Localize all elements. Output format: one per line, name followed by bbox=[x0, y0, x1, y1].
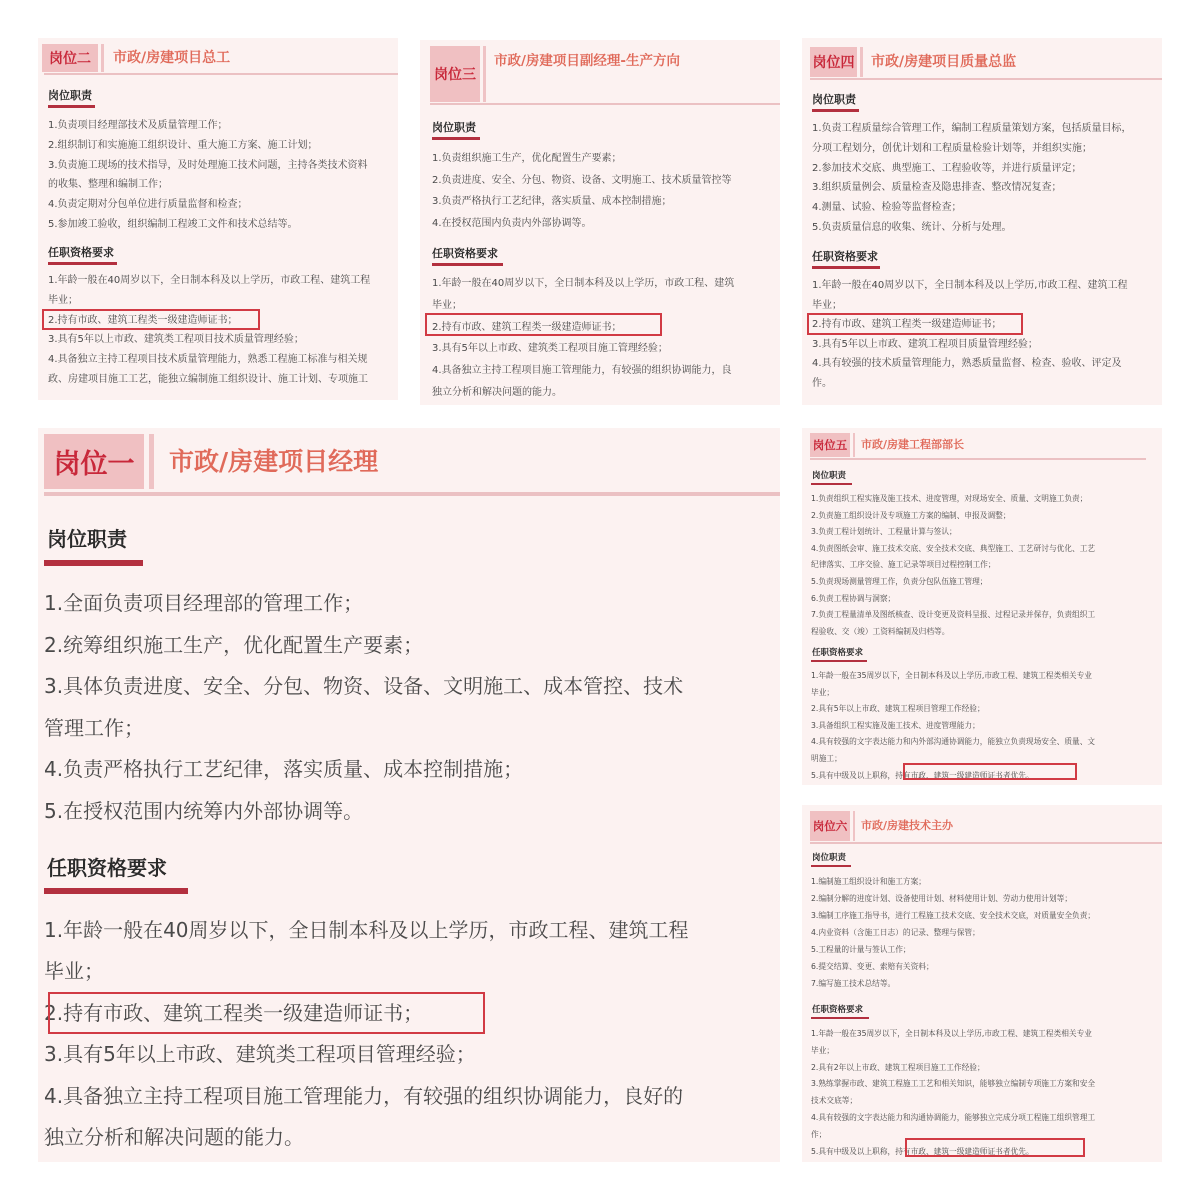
requirements-heading: 任职资格要求 bbox=[812, 1005, 864, 1015]
list-item: 4.内业资料（含施工日志）的记录、整理与保管； bbox=[811, 928, 980, 937]
heading-underline bbox=[432, 263, 503, 266]
card-header bbox=[420, 46, 780, 102]
duties-heading: 岗位职责 bbox=[432, 121, 476, 134]
list-item: 2.具有5年以上市政、建筑工程项目管理工作经验； bbox=[811, 704, 985, 714]
card-header bbox=[802, 811, 1162, 841]
list-item: 4.负责图纸会审、施工技术交底、安全技术交底、典型施工、工艺研讨与优化、工艺 bbox=[811, 543, 1096, 553]
duties-list bbox=[432, 148, 780, 234]
requirement-highlight: 持有市政、建筑一级建造师证书者优先。 bbox=[895, 770, 1034, 780]
requirement-prefix: 5.具有中级及以上职称， bbox=[811, 1146, 896, 1156]
list-item: 2.负责进度、安全、分包、物资、设备、文明施工、技术质量管控等 bbox=[432, 174, 732, 186]
requirement-highlight: 持有市政、建筑一级建造师证书者优先。 bbox=[895, 1146, 1034, 1156]
position-card-6 bbox=[802, 805, 1162, 1162]
list-item: 程验收、交（竣）工资料编制及归档等。 bbox=[811, 626, 950, 636]
list-item: 独立分析和解决问题的能力。 bbox=[432, 386, 562, 398]
header-rule bbox=[44, 73, 398, 75]
list-item: 4.具有较强的文字表达能力和沟通协调能力，能够独立完成分项工程施工组织管理工 bbox=[811, 1112, 1096, 1122]
duties-list bbox=[811, 491, 1162, 640]
card-header bbox=[802, 433, 1162, 457]
position-title: 市政/房建项目总工 bbox=[113, 50, 231, 66]
highlight-box bbox=[42, 309, 260, 330]
header-rule bbox=[810, 842, 1162, 844]
header-rule bbox=[44, 492, 780, 496]
list-item: 5.在授权范围内统筹内外部协调等。 bbox=[44, 798, 364, 823]
list-item: 4.具有较强的技术质量管理能力，熟悉质量监督、检查、验收、评定及 bbox=[812, 358, 1122, 370]
requirements-heading: 任职资格要求 bbox=[47, 856, 167, 880]
list-item: 3.具有5年以上市政、建筑类工程项目管理经验； bbox=[44, 1042, 476, 1067]
card-header bbox=[38, 44, 398, 72]
list-item: 1.负责组织工程实施及施工技术、进度管理，对现场安全、质量、文明施工负责； bbox=[811, 494, 1088, 503]
list-item: 5.负责质量信息的收集、统计、分析与处理。 bbox=[812, 221, 1012, 233]
list-item: 2.持有市政、建筑工程类一级建造师证书； bbox=[48, 314, 238, 326]
list-item: 明施工； bbox=[811, 753, 842, 763]
list-item: 技术交底等； bbox=[811, 1096, 858, 1106]
list-item: 4.负责定期对分包单位进行质量监督和检查； bbox=[48, 199, 248, 211]
position-tag: 岗位四 bbox=[810, 47, 857, 77]
list-item: 3.具有5年以上市政、建筑工程项目质量管理经验； bbox=[812, 338, 1038, 350]
highlight-box bbox=[48, 992, 485, 1034]
list-item: 2.统筹组织施工生产，优化配置生产要素； bbox=[44, 632, 424, 657]
list-item: 3.具有5年以上市政、建筑类工程项目技术质量管理经验； bbox=[48, 334, 304, 346]
list-item: 纪律落实、工序交验、施工记录等项目过程控制工作； bbox=[811, 560, 996, 570]
list-item: 2.参加技术交底、典型施工、工程验收等，并进行质量评定； bbox=[812, 162, 1082, 174]
position-tag: 岗位五 bbox=[810, 433, 850, 457]
list-item: 2.组织制订和实施施工组织设计、重大施工方案、施工计划； bbox=[48, 139, 318, 151]
list-item: 3.熟练掌握市政、建筑工程施工工艺和相关知识，能够独立编制专项施工方案和安全 bbox=[811, 1079, 1096, 1089]
list-item: 1.年龄一般在40周岁以下，全日制本科及以上学历，市政工程、建筑 bbox=[432, 278, 735, 289]
list-item: 4.具有较强的文字表达能力和内外部沟通协调能力，能独立负责现场安全、质量、文 bbox=[811, 737, 1096, 747]
position-tag: 岗位二 bbox=[42, 44, 98, 72]
position-card-4 bbox=[802, 38, 1162, 405]
list-item: 分项工程划分，创优计划和工程质量检验计划等，并组织实施； bbox=[812, 142, 1092, 154]
header-rule bbox=[810, 458, 1146, 460]
heading-underline bbox=[432, 137, 480, 140]
heading-underline bbox=[44, 888, 188, 894]
position-card-3 bbox=[420, 40, 780, 405]
requirements-list bbox=[432, 273, 780, 404]
requirement-prefix: 5.具有中级及以上职称， bbox=[811, 770, 896, 780]
list-item: 1.负责组织施工生产，优化配置生产要素； bbox=[432, 153, 622, 164]
requirements-heading: 任职资格要求 bbox=[812, 250, 878, 263]
highlight-box bbox=[905, 1138, 1085, 1157]
highlight-box bbox=[807, 313, 1023, 335]
requirements-heading: 任职资格要求 bbox=[432, 247, 498, 260]
list-item: 1.编制施工组织设计和施工方案； bbox=[811, 877, 926, 886]
duties-heading: 岗位职责 bbox=[812, 853, 847, 863]
duties-heading: 岗位职责 bbox=[47, 527, 127, 551]
duties-heading: 岗位职责 bbox=[48, 89, 92, 102]
list-item: 2.具有2年以上市政、建筑工程项目施工工作经验； bbox=[811, 1062, 985, 1072]
requirements-list bbox=[44, 910, 780, 1158]
position-tag: 岗位一 bbox=[44, 434, 144, 489]
list-item: 2.编制分解的进度计划、设备使用计划、材料使用计划、劳动力使用计划等； bbox=[811, 894, 1073, 903]
list-item: 3.负责工程计划统计、工程量计算与签认； bbox=[811, 527, 957, 537]
list-item: 毕业； bbox=[432, 299, 462, 311]
list-item: 1.年龄一般在35周岁以下，全日制本科及以上学历,市政工程、建筑工程类相关专业 bbox=[811, 1029, 1092, 1038]
list-item: 7.编写施工技术总结等。 bbox=[811, 979, 896, 988]
list-item: 7.负责工程量清单及图纸核查、设计变更及资料呈报、过程记录并保存，负责组织工 bbox=[811, 610, 1096, 620]
list-item: 毕业； bbox=[812, 299, 842, 311]
list-item: 毕业； bbox=[811, 687, 835, 697]
duties-list bbox=[48, 116, 398, 235]
list-item: 作； bbox=[811, 1129, 827, 1139]
header-divider bbox=[149, 434, 154, 489]
list-item: 2.持有市政、建筑工程类一级建造师证书； bbox=[812, 319, 1002, 331]
list-item: 3.负责严格执行工艺纪律，落实质量、成本控制措施； bbox=[432, 196, 672, 208]
list-item: 作。 bbox=[812, 377, 832, 389]
heading-underline bbox=[811, 660, 867, 662]
list-item: 5.负责现场测量管理工作，负责分包队伍施工管理； bbox=[811, 576, 988, 586]
header-divider bbox=[860, 47, 863, 77]
list-item: 5.工程量的计量与签认工作； bbox=[811, 945, 911, 954]
list-item: 4.具备独立主持工程项目施工管理能力，有较强的组织协调能力，良 bbox=[432, 365, 732, 377]
list-item: 3.具备组织工程实施及施工技术、进度管理能力； bbox=[811, 720, 980, 730]
position-title: 市政/房建项目质量总监 bbox=[871, 54, 1017, 70]
heading-underline bbox=[812, 266, 880, 269]
heading-underline bbox=[811, 1017, 869, 1019]
list-item: 毕业； bbox=[44, 959, 104, 984]
position-title: 市政/房建项目经理 bbox=[169, 447, 379, 476]
list-item: 4.测量、试验、检验等监督检查； bbox=[812, 202, 962, 214]
position-title: 市政/房建工程部部长 bbox=[861, 438, 965, 451]
list-item: 2.持有市政、建筑工程类一级建造师证书； bbox=[432, 321, 622, 333]
requirements-heading: 任职资格要求 bbox=[812, 648, 864, 658]
list-item: 3.编制工序施工指导书，进行工程施工技术交底、安全技术交底，对质量安全负责； bbox=[811, 911, 1096, 920]
header-rule bbox=[430, 103, 780, 105]
list-item: 4.具备独立主持工程项目施工管理能力，有较强的组织协调能力，良好的 bbox=[44, 1083, 684, 1108]
duties-heading: 岗位职责 bbox=[812, 93, 856, 106]
list-item: 4.在授权范围内负责内外部协调等。 bbox=[432, 217, 592, 229]
list-item: 政、房建项目施工工艺，能独立编制施工组织设计、施工计划、专项施工 bbox=[48, 373, 368, 385]
requirements-list bbox=[48, 271, 398, 390]
list-item: 毕业； bbox=[48, 294, 78, 306]
duties-list bbox=[812, 119, 1162, 238]
list-item: 3.组织质量例会、质量检查及隐患排查、整改情况复查； bbox=[812, 182, 1062, 194]
highlight-box bbox=[425, 313, 662, 336]
list-item: 3.具体负责进度、安全、分包、物资、设备、文明施工、成本管控、技术 bbox=[44, 674, 684, 699]
header-divider bbox=[853, 433, 855, 457]
heading-underline bbox=[811, 865, 851, 867]
highlight-box bbox=[903, 763, 1077, 780]
duties-heading: 岗位职责 bbox=[812, 471, 847, 481]
list-item: 独立分析和解决问题的能力。 bbox=[44, 1125, 304, 1150]
list-item: 毕业； bbox=[811, 1045, 835, 1055]
heading-underline bbox=[811, 483, 852, 485]
list-item: 4.负责严格执行工艺纪律，落实质量、成本控制措施； bbox=[44, 757, 524, 782]
header-divider bbox=[101, 44, 104, 72]
list-item: 2.负责施工组织设计及专项施工方案的编制、申报及调整； bbox=[811, 510, 1011, 520]
list-item: 5.参加竣工验收，组织编制工程竣工文件和技术总结等。 bbox=[48, 218, 298, 230]
heading-underline bbox=[48, 262, 117, 265]
heading-underline bbox=[812, 109, 859, 112]
list-item: 1.年龄一般在35周岁以下，全日制本科及以上学历,市政工程、建筑工程类相关专业 bbox=[811, 671, 1092, 680]
position-title: 市政/房建项目副经理-生产方向 bbox=[494, 53, 681, 69]
card-header bbox=[802, 47, 1162, 77]
position-card-2 bbox=[38, 38, 398, 400]
list-item: 6.提交结算、变更、索赔有关资料； bbox=[811, 962, 934, 971]
heading-underline bbox=[44, 560, 143, 566]
duties-list bbox=[44, 583, 780, 833]
card-header bbox=[38, 434, 780, 489]
header-divider bbox=[853, 811, 855, 841]
list-item: 1.年龄一般在40周岁以下，全日制本科及以上学历，市政工程、建筑工程 bbox=[48, 275, 371, 286]
list-item: 3.具有5年以上市政、建筑类工程项目施工管理经验； bbox=[432, 343, 668, 355]
list-item: 6.负责工程协调与洞察； bbox=[811, 593, 896, 603]
list-item: 的收集、整理和编制工作； bbox=[48, 179, 168, 191]
list-item: 1.年龄一般在40周岁以下，全日制本科及以上学历,市政工程、建筑工程 bbox=[812, 280, 1128, 291]
position-tag: 岗位六 bbox=[810, 811, 850, 841]
heading-underline bbox=[48, 105, 95, 108]
position-card-5 bbox=[802, 428, 1162, 785]
list-item: 1.负责工程质量综合管理工作，编制工程质量策划方案，包括质量目标， bbox=[812, 123, 1132, 134]
header-divider bbox=[483, 46, 486, 102]
list-item: 1.负责项目经理部技术及质量管理工作； bbox=[48, 120, 228, 131]
list-item: 3.负责施工现场的技术指导，及时处理施工技术问题，主持各类技术资料 bbox=[48, 159, 368, 171]
position-card-1 bbox=[38, 428, 780, 1162]
list-item: 管理工作； bbox=[44, 715, 144, 740]
requirements-heading: 任职资格要求 bbox=[48, 246, 114, 259]
list-item: 2.持有市政、建筑工程类一级建造师证书； bbox=[44, 1000, 424, 1025]
list-item: 1.全面负责项目经理部的管理工作； bbox=[44, 591, 364, 615]
header-rule bbox=[810, 78, 1162, 80]
list-item: 1.年龄一般在40周岁以下，全日制本科及以上学历，市政工程、建筑工程 bbox=[44, 918, 689, 942]
position-tag: 岗位三 bbox=[430, 46, 480, 102]
list-item: 4.具备独立主持工程项目技术质量管理能力，熟悉工程施工标准与相关规 bbox=[48, 354, 368, 366]
duties-list bbox=[811, 873, 1162, 992]
position-title: 市政/房建技术主办 bbox=[861, 819, 954, 832]
